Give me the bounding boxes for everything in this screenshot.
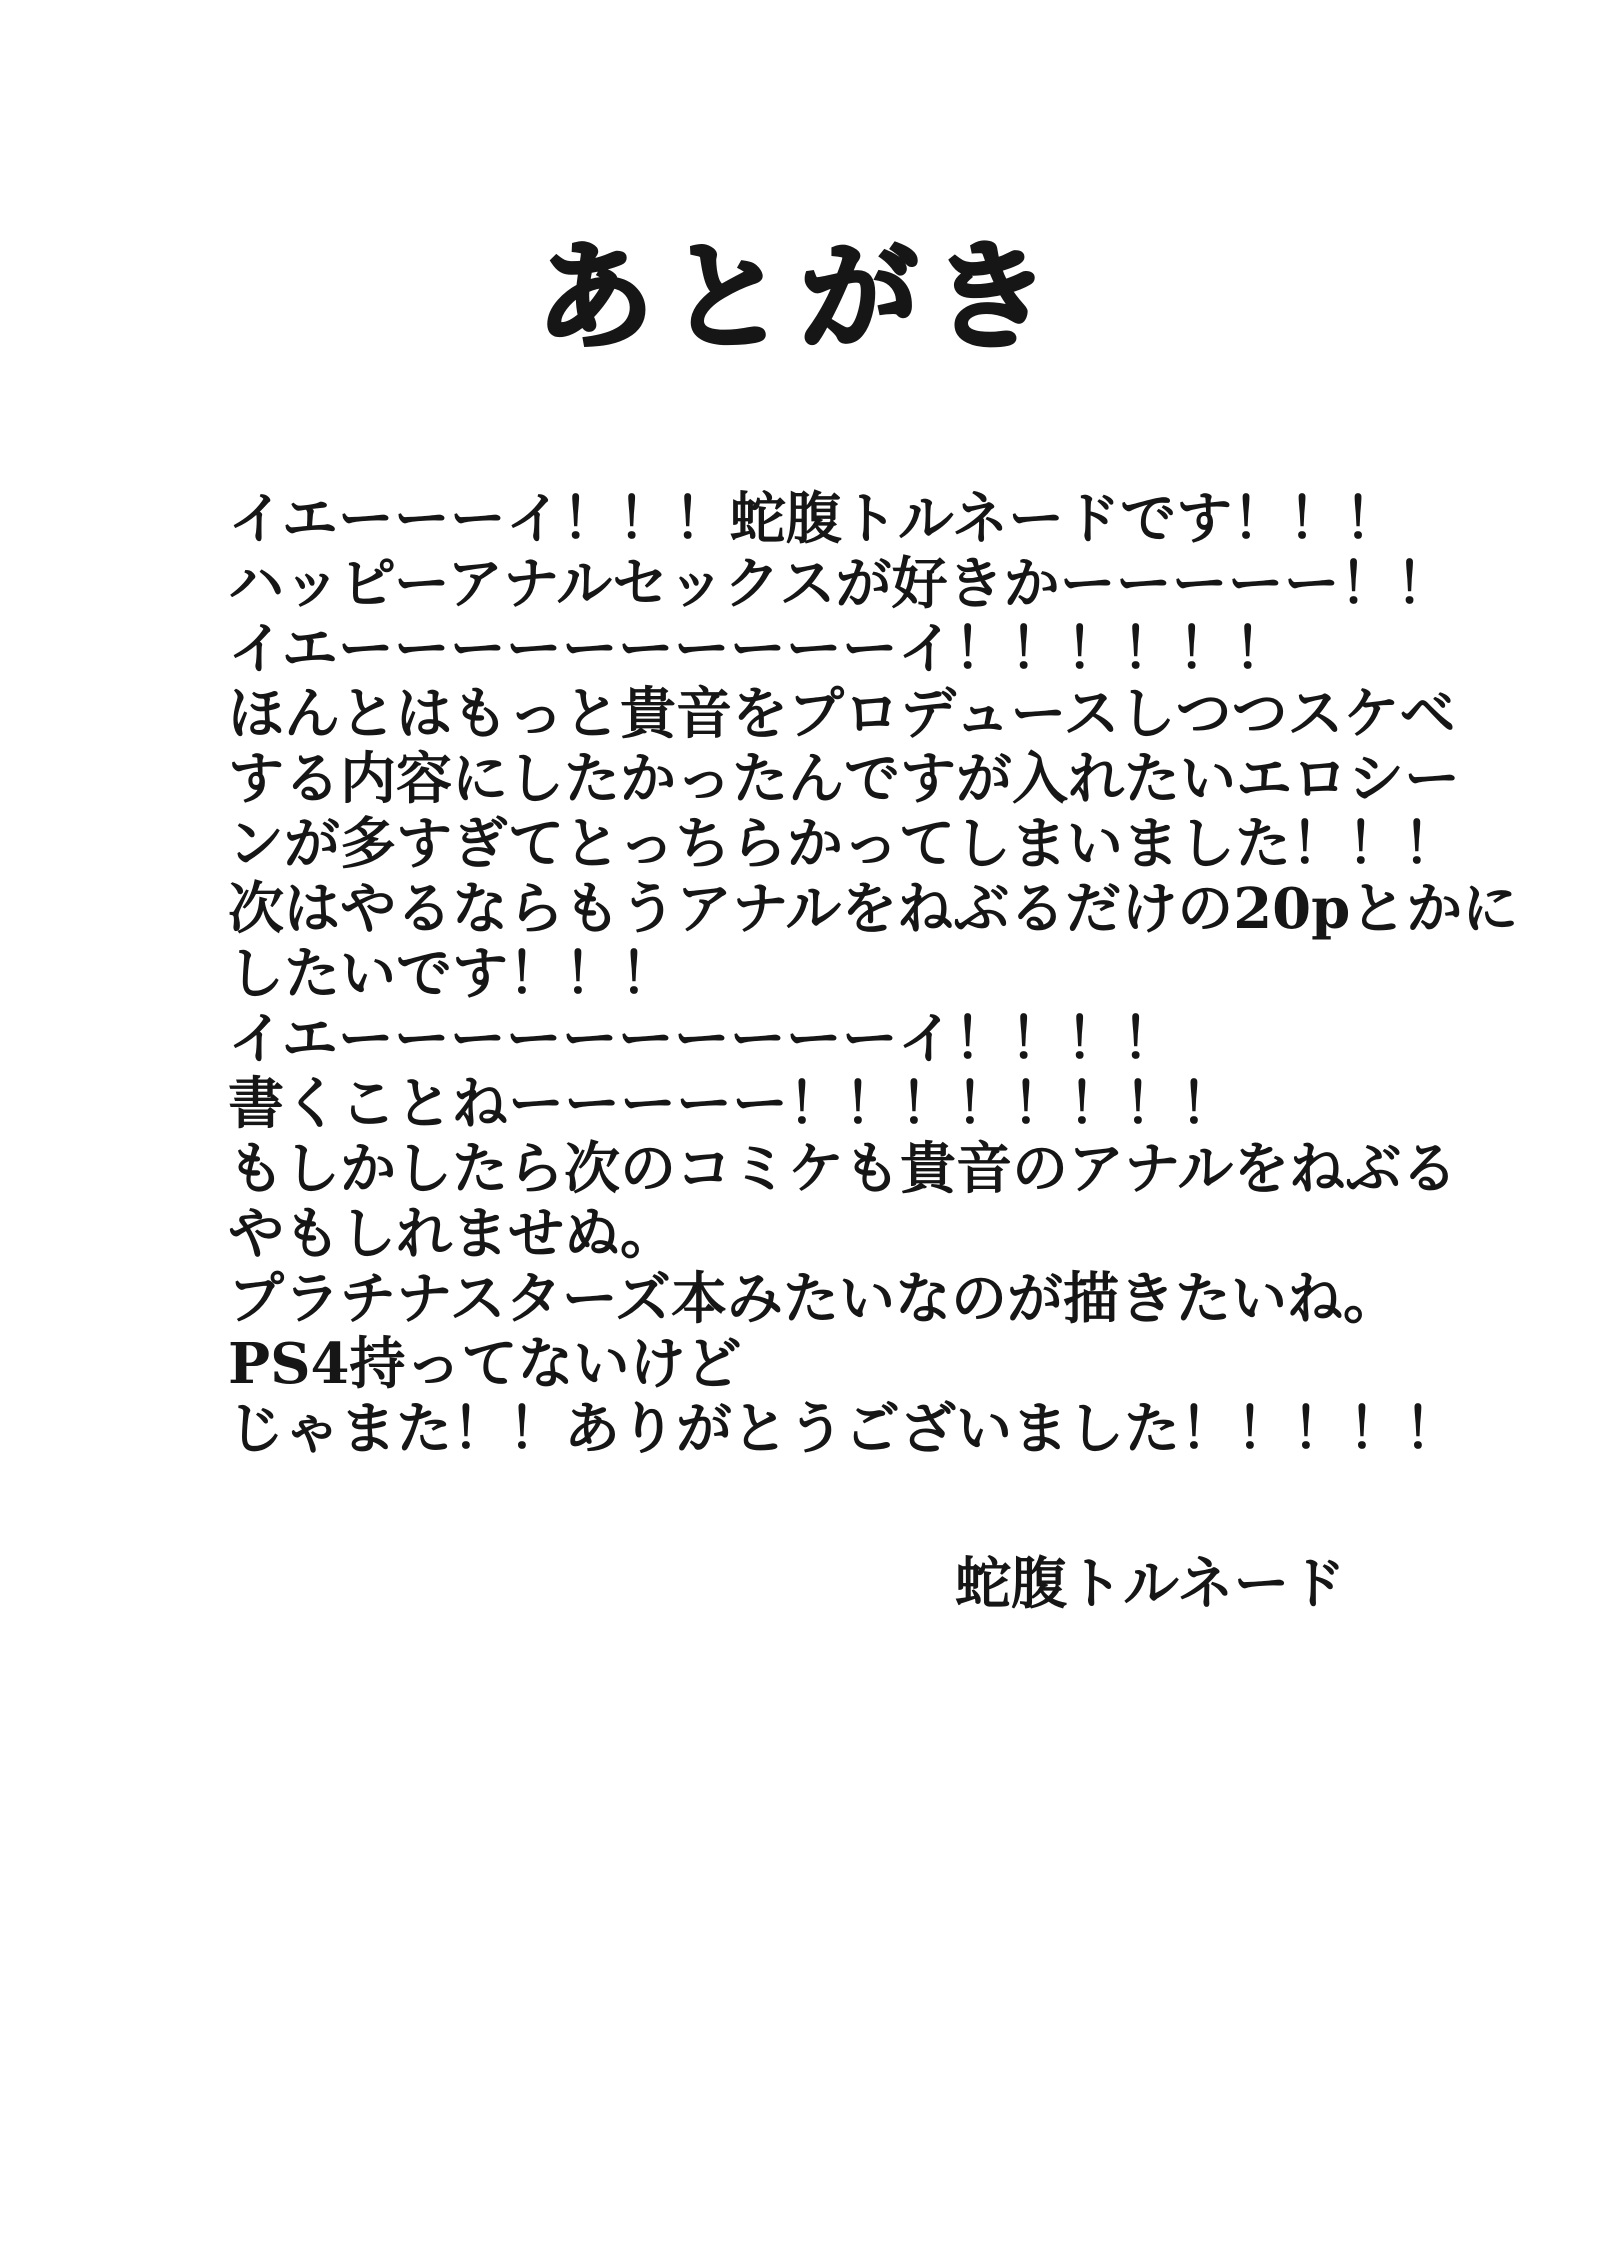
afterword-line: する内容にしたかったんですが入れたいエロシー: [228, 746, 1460, 812]
afterword-line: PS4持ってないけど: [228, 1331, 742, 1397]
afterword-line: プラチナスターズ本みたいなのが描きたいね。: [228, 1266, 1399, 1332]
afterword-line: やもしれませぬ。: [228, 1201, 676, 1267]
afterword-line: したいです！！！: [228, 941, 676, 1007]
afterword-body: [228, 487, 1518, 1462]
afterword-line: ハッピーアナルセックスが好きかーーーーー！！: [228, 551, 1452, 617]
afterword-line: もしかしたら次のコミケも貴音のアナルをねぶる: [228, 1136, 1458, 1202]
afterword-line: イエーーーーーーーーーーイ！！！！！！: [228, 616, 1290, 682]
afterword-line: じゃまた！！ありがとうございました！！！！！: [228, 1396, 1460, 1462]
afterword-line: イエーーーイ！！！蛇腹トルネードです！！！: [228, 486, 1401, 552]
afterword-line: ほんとはもっと貴音をプロデュースしつつスケベ: [228, 681, 1456, 747]
page-title: あとがき: [535, 228, 1064, 366]
afterword-line: 次はやるならもうアナルをねぶるだけの20pとかに: [228, 876, 1519, 942]
afterword-line: 書くことねーーーーー！！！！！！！！: [228, 1071, 1236, 1137]
afterword-line: イエーーーーーーーーーーイ！！！！: [228, 1006, 1178, 1072]
author-signature: 蛇腹トルネード: [955, 1551, 1346, 1617]
afterword-line: ンが多すぎてとっちらかってしまいました！！！: [228, 811, 1459, 877]
